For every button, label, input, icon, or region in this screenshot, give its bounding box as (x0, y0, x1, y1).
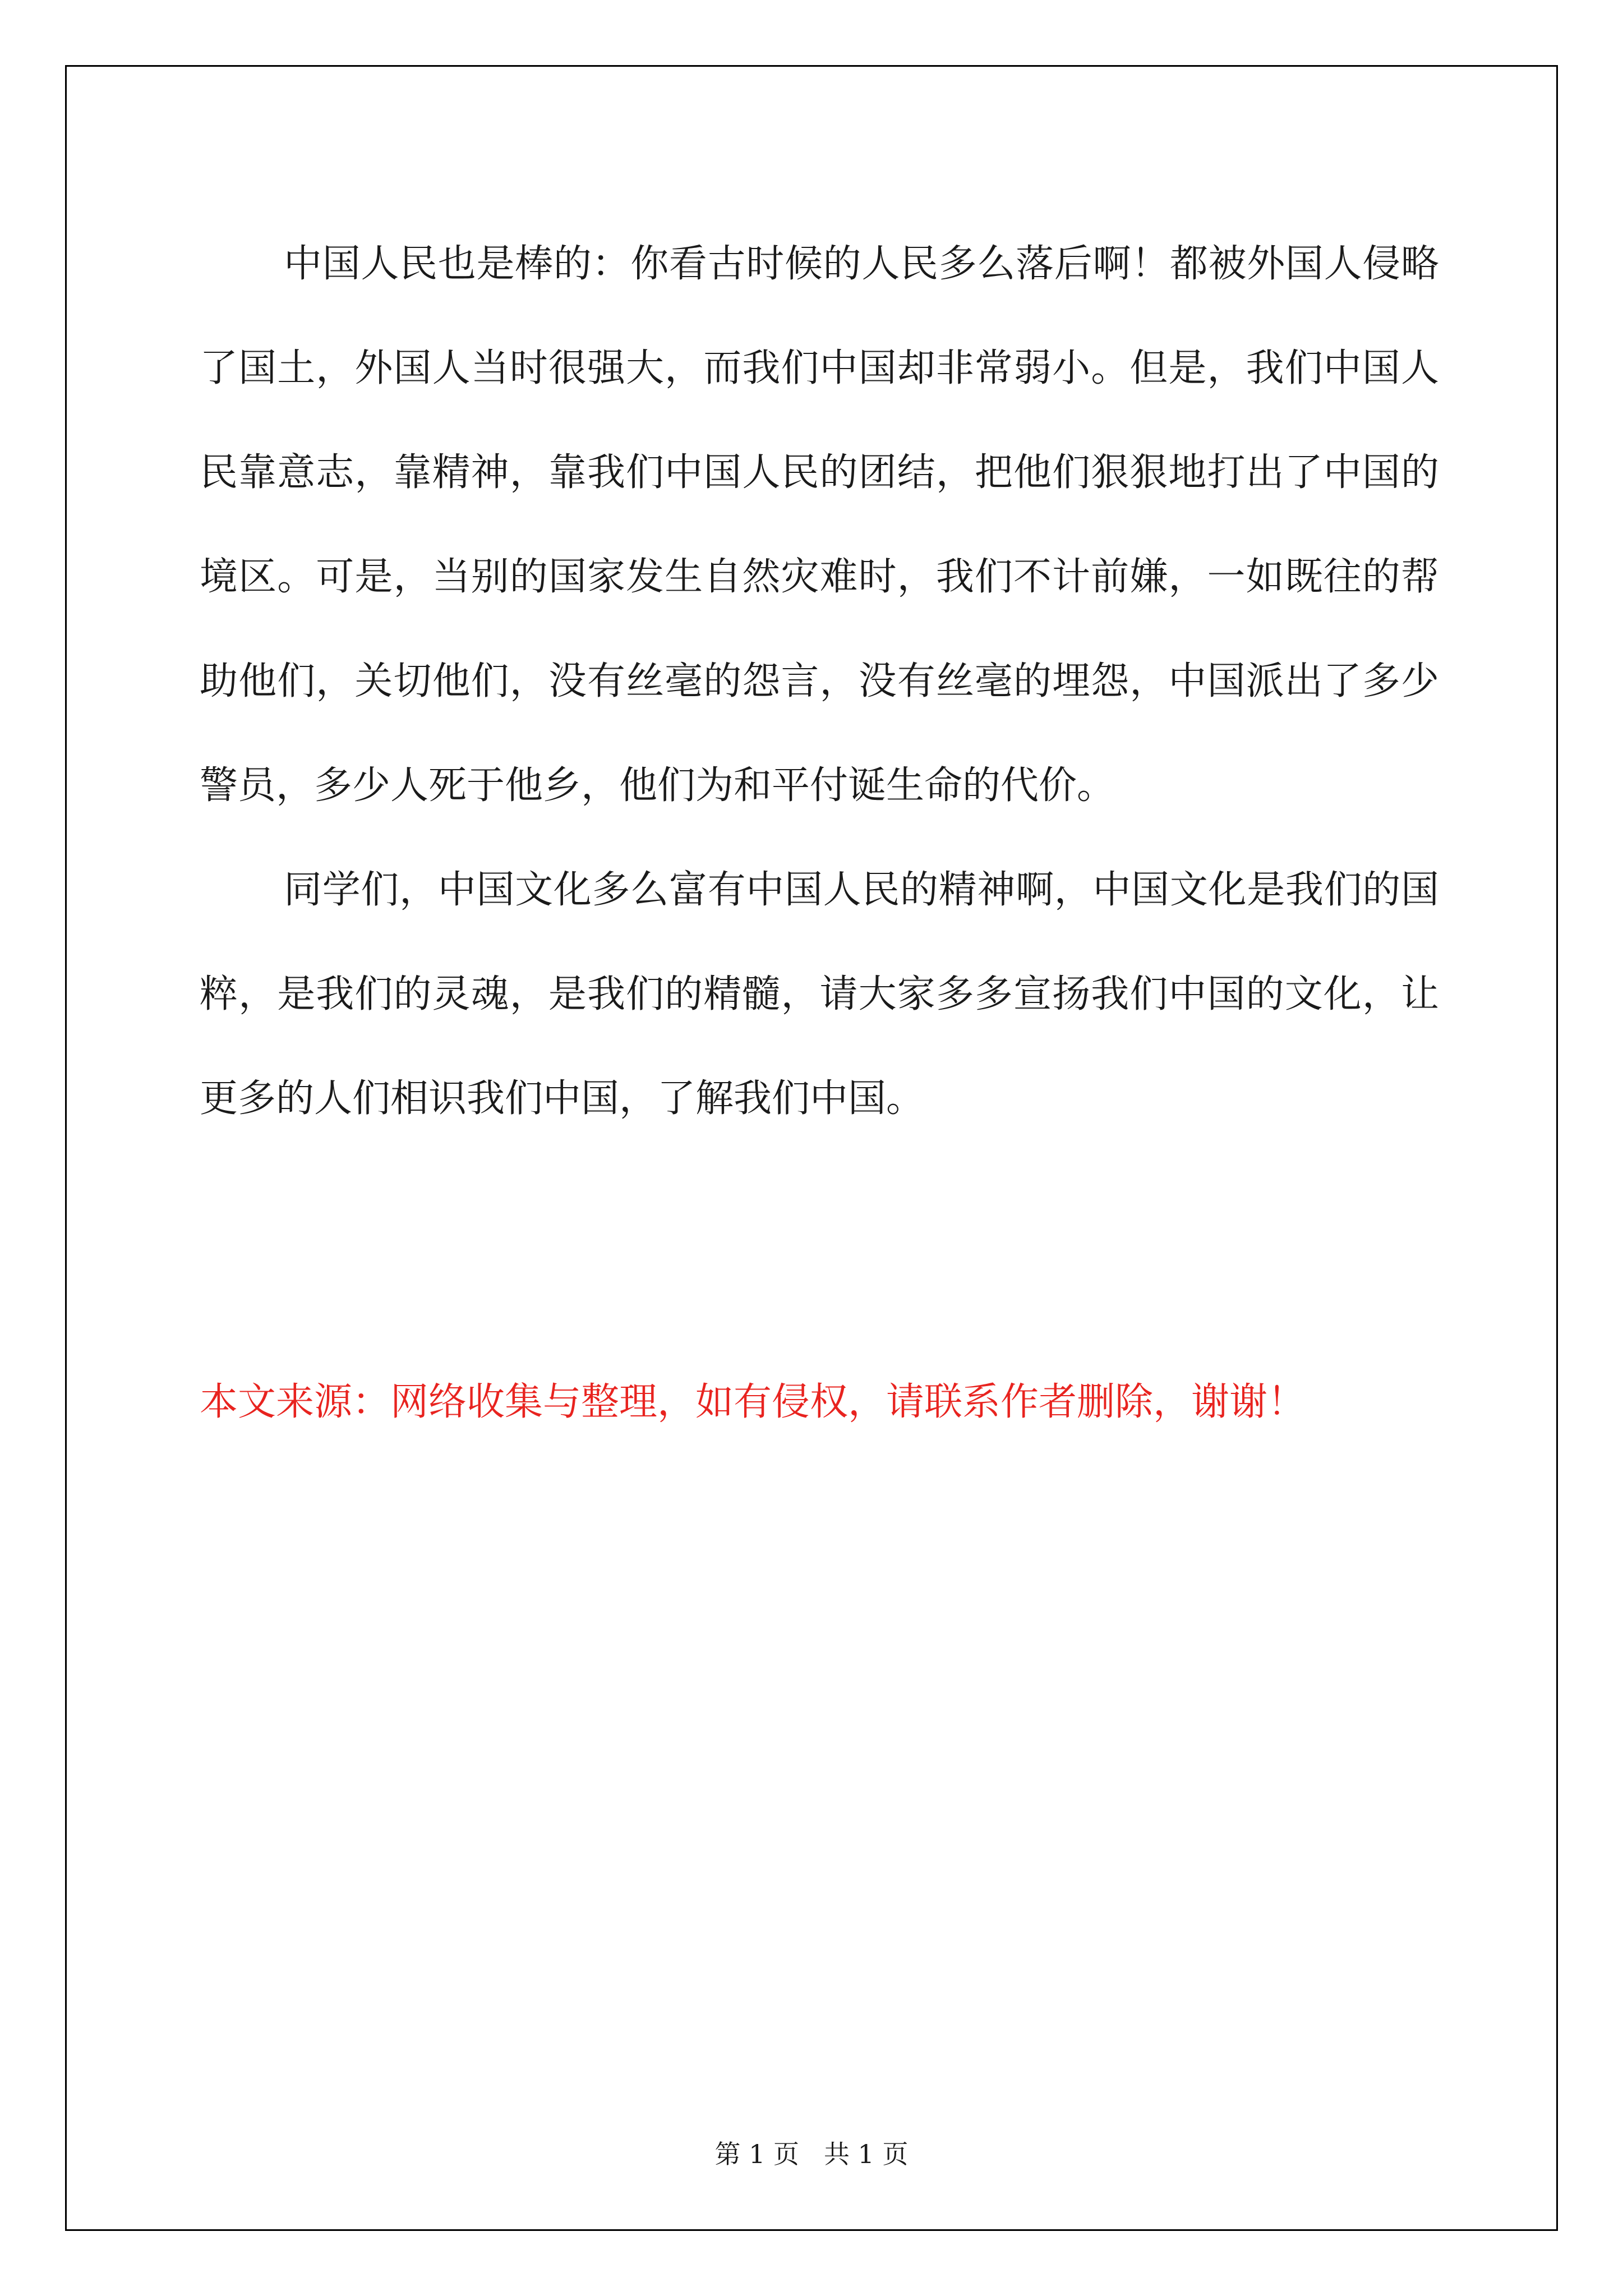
page-number-current: 第 1 页 (714, 2139, 800, 2169)
page-number-total: 共 1 页 (823, 2139, 909, 2169)
paragraph-1: 中国人民也是棒的：你看古时候的人民多么落后啊！都被外国人侵略了国土，外国人当时很强大，而我们中国却非常弱小。但是，我们中国人民靠意志，靠精神，靠我们中国人民的团结，把他们狠狠地打出了中国的境区。可是，当别的国家发生自然灾难时，我们不计前嫌，一如既往的帮助他们，关切他们，没有丝毫的怨言，没有丝毫的埋怨，中国派出了多少警员，多少人死于他乡，他们为和平付诞生命的代价。 (200, 242, 1439, 808)
page-footer (0, 2137, 1623, 2171)
footer-spacer (799, 2139, 824, 2169)
paragraph-2: 同学们，中国文化多么富有中国人民的精神啊，中国文化是我们的国粹，是我们的灵魂，是我们的精髓，请大家多多宣扬我们中国的文化，让更多的人们相识我们中国，了解我们中国。 (200, 868, 1439, 1121)
source-note: 本文来源：网络收集与整理，如有侵权，请联系作者删除，谢谢！ (200, 1380, 1306, 1424)
document-body (200, 212, 1439, 1151)
